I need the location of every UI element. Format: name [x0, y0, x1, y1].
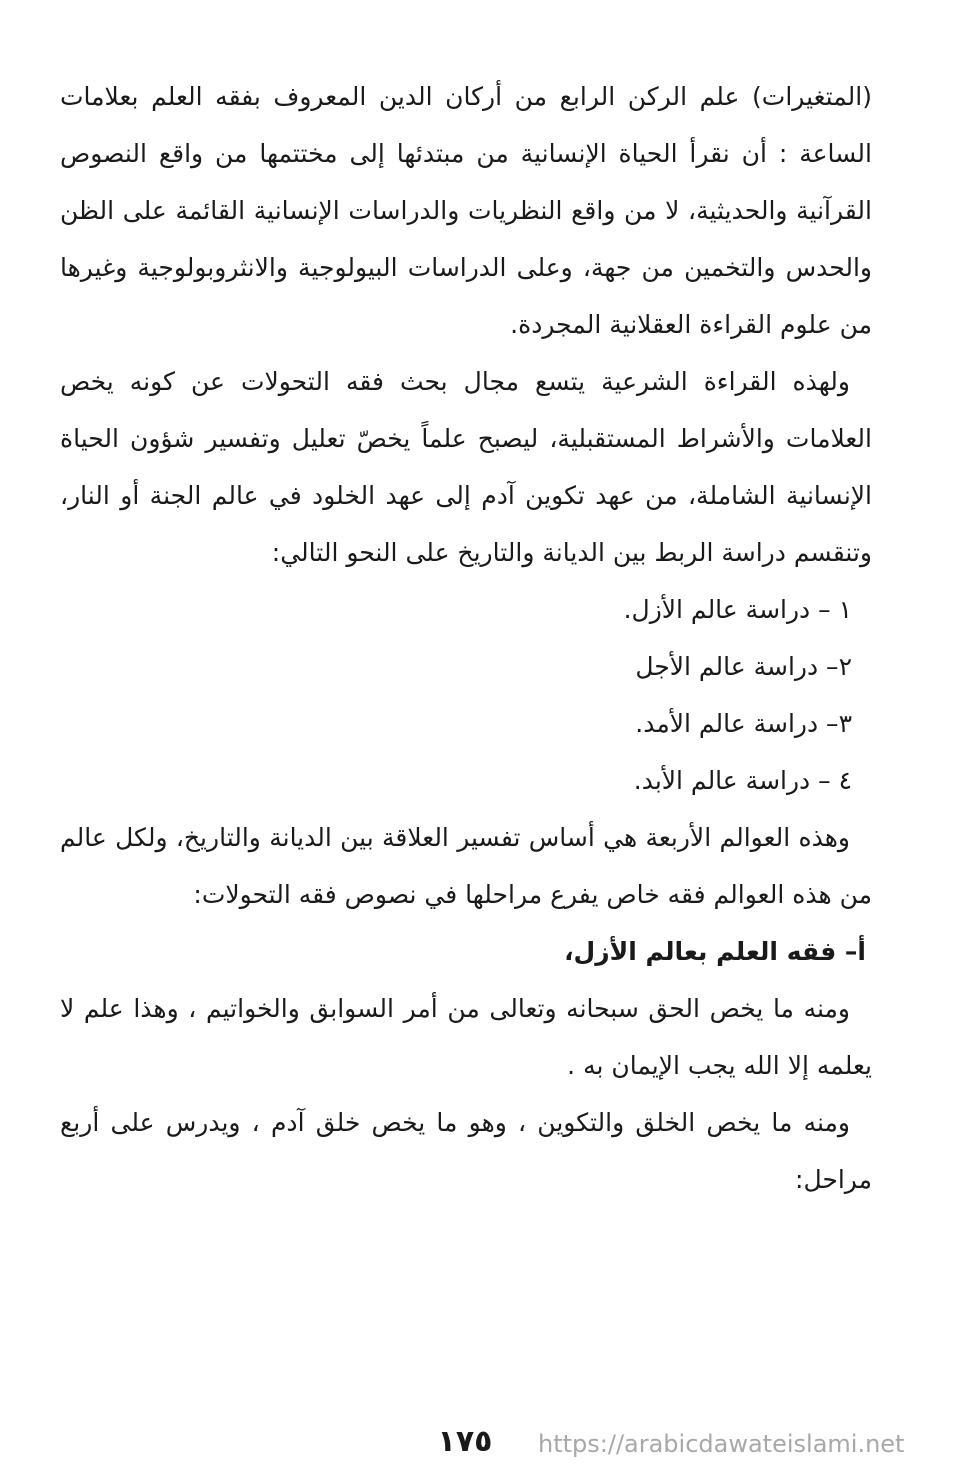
list-item: ٢– دراسة عالم الأجل: [635, 652, 852, 681]
list-item: ١ – دراسة عالم الأزل.: [623, 595, 852, 624]
paragraph-4: ومنه ما يخص الحق سبحانه وتعالى من أمر السوابق والخواتيم ، وهذا علم لا يعلمه إلا الله يجب الإيمان به .: [60, 994, 872, 1080]
paragraph-2: ولهذه القراءة الشرعية يتسع مجال بحث فقه التحولات عن كونه يخص العلامات والأشراط المستقبلية، ليصبح علماً يخصّ تعليل وتفسير شؤون الحياة الإنسانية الشاملة، من عهد تكوين آدم إلى عهد الخلود في عالم الجنة أو النار، وتنقسم دراسة الربط بين الديانة والتاريخ على النحو التالي:: [60, 367, 872, 567]
page-number: ١٧٥: [437, 1424, 493, 1459]
paragraph-5: ومنه ما يخص الخلق والتكوين ، وهو ما يخص خلق آدم ، ويدرس على أربع مراحل:: [60, 1108, 872, 1194]
list-item: ٣– دراسة عالم الأمد.: [635, 709, 852, 738]
section-heading: أ– فقه العلم بعالم الأزل،: [564, 937, 866, 966]
paragraph-1: (المتغيرات) علم الركن الرابع من أركان الدين المعروف بفقه العلم بعلامات الساعة : أن نقرأ الحياة الإنسانية من مبتدئها إلى مختتمها من واقع النصوص القرآنية والحديثية، لا من واقع النظريات والدراسات الإنسانية القائمة على الظن والحدس والتخمين من جهة، وعلى الدراسات البيولوجية والانثروبولوجية وغيرها من علوم القراءة العقلانية المجردة.: [60, 82, 872, 339]
list-item: ٤ – دراسة عالم الأبد.: [633, 766, 852, 795]
paragraph-3: وهذه العوالم الأربعة هي أساس تفسير العلاقة بين الديانة والتاريخ، ولكل عالم من هذه العوالم فقه خاص يفرع مراحلها في نصوص فقه التحولات:: [60, 823, 872, 909]
watermark-url: https://arabicdawateislami.net: [538, 1430, 905, 1458]
numbered-list: [60, 581, 872, 809]
page-body: [60, 68, 872, 1208]
